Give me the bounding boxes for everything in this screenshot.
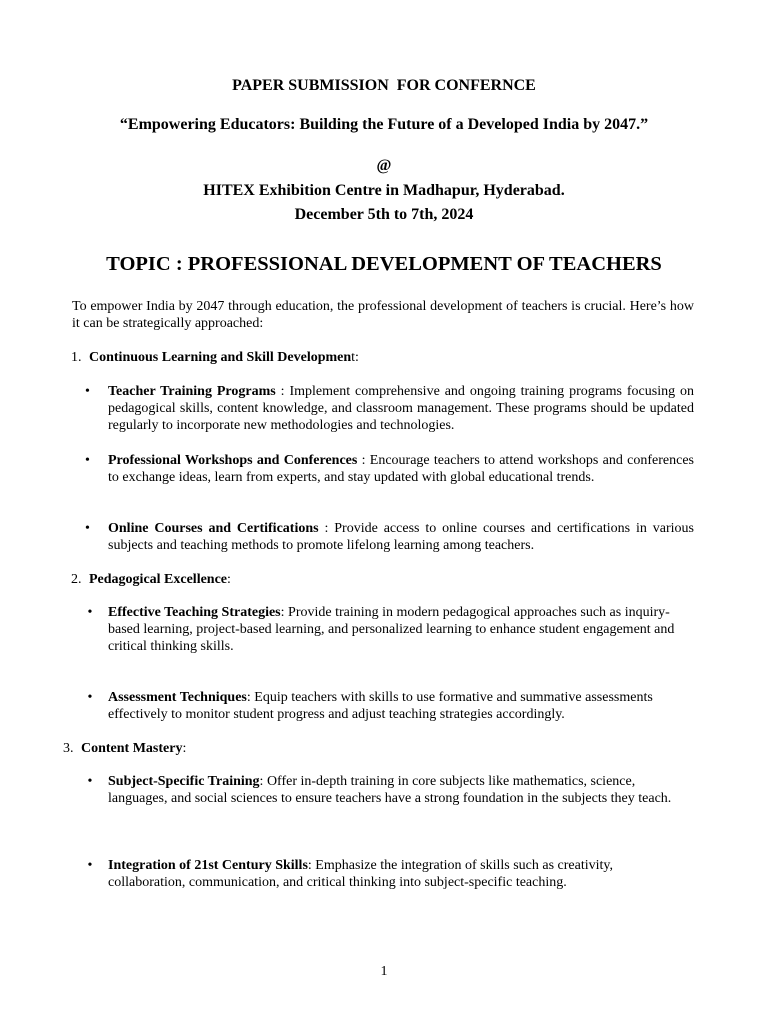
date-line: December 5th to 7th, 2024 bbox=[294, 206, 474, 223]
section-number: 2. bbox=[71, 572, 82, 587]
section-title-suffix: : bbox=[227, 572, 231, 587]
item-separator: : bbox=[259, 774, 267, 789]
bullet-icon: • bbox=[85, 453, 90, 468]
venue-line: HITEX Exhibition Centre in Madhapur, Hyderabad. bbox=[203, 182, 565, 199]
list-item bbox=[87, 773, 696, 807]
item-separator: : bbox=[357, 453, 370, 468]
section-number: 3. bbox=[63, 741, 74, 756]
item-text: Implement comprehensive and ongoing training programs focusing on pedagogical skills, content knowledge, and classroom management. These programs should be updated regularly to incorporate new methodologies and technologies. bbox=[108, 384, 695, 433]
at-symbol: @ bbox=[376, 157, 392, 174]
bullet-icon: • bbox=[85, 521, 90, 536]
bullet-icon: • bbox=[87, 690, 93, 705]
item-text: Equip teachers with skills to use formative and summative assessments effectively to monitor student progress and adjust teaching strategies accordingly. bbox=[108, 690, 653, 722]
intro-paragraph: To empower India by 2047 through education, the professional development of teachers is crucial. Here’s how it can be strategically approached: bbox=[72, 299, 694, 331]
section-heading bbox=[63, 740, 186, 757]
list-item bbox=[87, 857, 673, 891]
item-text: Offer in-depth training in core subjects like mathematics, science, languages, and social sciences to ensure teachers have a strong foundation in the subjects they teach. bbox=[108, 774, 672, 806]
item-title: Professional Workshops and Conferences bbox=[108, 453, 358, 468]
section-heading bbox=[71, 349, 359, 366]
bullet-icon: • bbox=[87, 858, 93, 873]
item-title: Subject-Specific Training bbox=[108, 774, 260, 789]
list-item bbox=[85, 383, 695, 434]
bullet-icon: • bbox=[87, 605, 93, 620]
section-title: Pedagogical Excellence bbox=[89, 572, 228, 587]
list-item bbox=[87, 689, 700, 723]
list-item bbox=[85, 452, 694, 486]
item-text: Provide access to online courses and certifications in various subjects and teaching methods to promote lifelong learning among teachers. bbox=[108, 521, 694, 553]
section-heading bbox=[71, 571, 231, 588]
item-title: Effective Teaching Strategies bbox=[108, 605, 281, 620]
section-title: Continuous Learning and Skill Developmen bbox=[89, 350, 352, 365]
item-separator: : bbox=[318, 521, 335, 536]
list-item bbox=[87, 604, 688, 655]
item-title: Teacher Training Programs bbox=[108, 384, 276, 399]
item-separator: : bbox=[246, 690, 255, 705]
section-title-suffix: : bbox=[182, 741, 187, 756]
item-text: Encourage teachers to attend workshops and conferences to exchange ideas, learn from experts, and stay updated with global educational trends. bbox=[108, 453, 694, 485]
section-title-suffix: t: bbox=[351, 350, 359, 365]
bullet-icon: • bbox=[87, 774, 93, 789]
topic-heading: TOPIC : PROFESSIONAL DEVELOPMENT OF TEACHERS bbox=[106, 253, 662, 275]
item-title: Integration of 21st Century Skills bbox=[108, 858, 308, 873]
section-title: Content Mastery bbox=[81, 741, 183, 756]
page-number: 1 bbox=[380, 964, 388, 979]
item-text: Provide training in modern pedagogical approaches such as inquiry-based learning, project-based learning, and personalized learning to enhance student engagement and critical thinking skills. bbox=[108, 605, 675, 654]
list-item bbox=[85, 520, 694, 554]
item-text: Emphasize the integration of skills such as creativity, collaboration, communication, and critical thinking into subject-specific teaching. bbox=[108, 858, 613, 890]
conference-theme: “Empowering Educators: Building the Future of a Developed India by 2047.” bbox=[119, 116, 649, 133]
section-number: 1. bbox=[71, 350, 82, 365]
item-separator: : bbox=[307, 858, 316, 873]
bullet-icon: • bbox=[85, 384, 90, 399]
item-separator: : bbox=[280, 605, 289, 620]
item-title: Online Courses and Certifications bbox=[108, 521, 319, 536]
item-title: Assessment Techniques bbox=[108, 690, 247, 705]
item-separator: : bbox=[275, 384, 290, 399]
document-title: PAPER SUBMISSION FOR CONFERNCE bbox=[232, 77, 536, 94]
